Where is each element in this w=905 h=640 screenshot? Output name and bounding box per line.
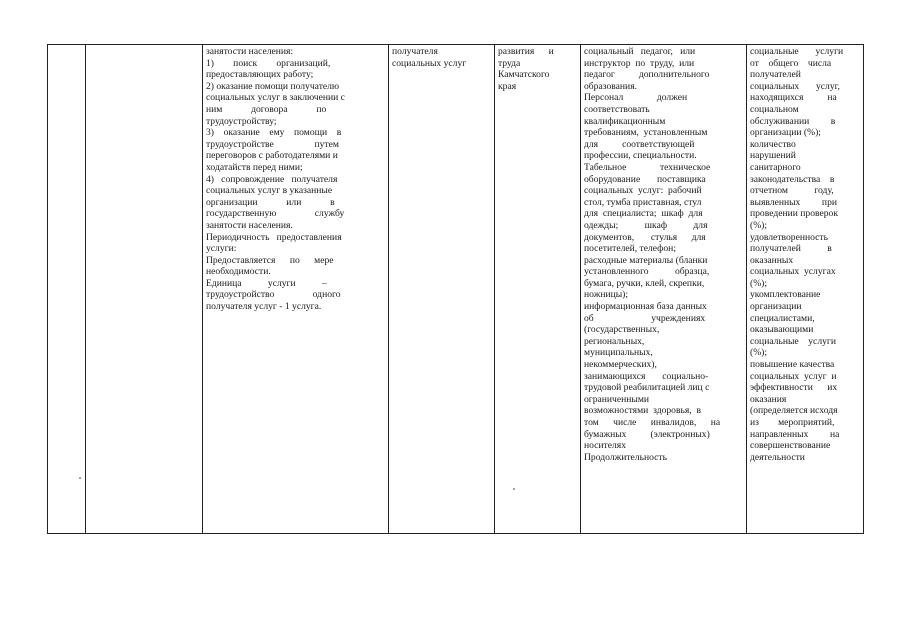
text-line: оказания [750,393,787,405]
text-line: для соответствующей [584,138,695,150]
scan-speck [79,477,81,479]
text-line: нарушений [750,150,796,162]
text-line: переговоров с работодателями и [206,150,338,162]
text-line: трудоустройству; [206,115,277,127]
scan-speck [513,488,515,490]
text-line: занятости населения: [206,46,294,57]
text-line: ним договора по [206,103,327,115]
text-line: том числе инвалидов, на [584,417,721,428]
text-line: Камчатского [498,69,550,81]
text-line: Табельное техническое [584,161,711,173]
text-line: (%); [750,277,768,289]
text-line: инструктор по труду, или [584,57,695,69]
text-line: образования. [584,80,638,92]
text-line: находящихся на [750,92,837,104]
text-line: получателей в [750,243,832,255]
text-line: санитарного [750,161,801,173]
text-line: занятости населения. [206,219,293,231]
cell-indicators [747,45,864,534]
text-line: законодательства в [750,173,835,185]
text-line: получателя [392,46,438,57]
cell-term [389,45,495,534]
text-line: государственную службу [206,208,345,220]
text-line: занимающихся социально- [584,370,709,382]
text-line: педагог дополнительного [584,69,710,81]
text-line: проведении проверок [750,208,838,220]
text-line: установленного образца, [584,266,710,278]
text-line: направленных на [750,428,840,440]
text-line: организации или в [206,196,335,208]
text-line: (%); [750,219,768,231]
text-line: получателей [750,69,801,81]
text-line: бумажных (электронных) [584,428,710,440]
text-line: деятельности [750,451,805,463]
text-line: социальные услуги [750,335,836,347]
text-line: профессии, специальности. [584,150,697,162]
cell-standard [495,45,581,534]
text-line: социальном [750,103,799,115]
text-line: соответствовать [584,103,650,115]
cell-service-name [86,45,203,534]
text-line: региональных, [584,335,645,347]
text-line: обслуживании в [750,115,836,127]
text-line: 1) поиск организаций, [206,57,331,69]
text-line: социальных услуг, [750,80,840,92]
text-line: трудовой реабилитацией лиц с [584,382,710,394]
text-line: об учреждениях [584,312,706,324]
text-line: расходные материалы (бланки [584,254,708,266]
text-line: Периодичность предоставления [206,231,342,243]
text-line: Персонал должен [584,92,688,104]
text-line: специалистами, [750,312,815,324]
text-line: для специалиста; шкаф для [584,208,703,220]
cell-conditions [581,45,747,534]
text-line: необходимости. [206,266,271,278]
text-line: 2) оказание помощи получателю [206,80,340,92]
text-line: организации [750,301,802,313]
text-line: некоммерческих), [584,359,657,371]
text-line: социальных услуг и [750,370,837,382]
text-line: социальных услуг [392,57,467,69]
text-line: одежды; шкаф для [584,219,708,231]
text-line: укомплектование [750,289,821,301]
text-line: получателя услуг - 1 услуга. [206,301,322,313]
text-line: Предоставляется по мере [206,254,334,266]
text-line: ходатайств перед ними; [206,161,303,173]
text-line: Единица услуги – [206,277,327,289]
text-line: оборудование поставщика [584,173,706,185]
text-line: количество [750,138,796,150]
text-line: трудоустройстве путем [206,138,339,150]
table-row [48,45,864,534]
text-line: социальных услугах [750,266,836,278]
text-line: из мероприятий, [750,417,835,428]
text-line: оказанных [750,254,794,266]
text-line: края [498,80,517,92]
text-line: требованиям, установленным [584,127,708,139]
text-line: Продолжительность [584,451,667,463]
text-line: (государственных, [584,324,660,336]
text-line: развития и [498,46,554,57]
text-line: стол, тумба приставная, стул [584,196,702,208]
text-line: предоставляющих работу; [206,69,314,81]
text-line: носителях [584,440,627,452]
text-line: социальных услуг в указанные [206,185,333,197]
text-line: (определяется исходя [750,405,838,417]
text-line: документов, стулья для [584,231,706,243]
text-line: (%); [750,347,768,359]
text-line: трудоустройство одного [206,289,341,301]
text-line: совершенствование [750,440,831,452]
services-table [47,44,864,534]
text-line: квалификационным [584,115,666,127]
text-line: социальные услуги [750,46,844,57]
text-line: ножницы); [584,289,629,301]
text-line: организации (%); [750,127,821,139]
text-line: от общего числа [750,57,832,69]
text-line: муниципальных, [584,347,653,359]
text-line: повышение качества [750,359,835,371]
text-line: услуги: [206,243,237,255]
cell-description [203,45,389,534]
text-line: выявленных при [750,196,837,208]
text-line: отчетном году, [750,185,834,197]
text-line: социальный педагог, или [584,46,696,57]
text-line: эффективности их [750,382,838,394]
text-line: труда [498,57,521,69]
text-line: информационная база данных [584,301,707,313]
text-line: возможностями здоровья, в [584,405,702,417]
text-line: оказывающими [750,324,814,336]
text-line: 3) оказание ему помощи в [206,127,342,139]
text-line: социальных услуг в заключении с [206,92,345,104]
text-line: удовлетворенность [750,231,828,243]
text-line: ограниченными [584,393,650,405]
text-line: посетителей, телефон; [584,243,676,255]
text-line: социальных услуг: рабочий [584,185,702,197]
cell-number [48,45,86,534]
text-line: 4) сопровождение получателя [206,173,338,185]
text-line: бумага, ручки, клей, скрепки, [584,277,705,289]
